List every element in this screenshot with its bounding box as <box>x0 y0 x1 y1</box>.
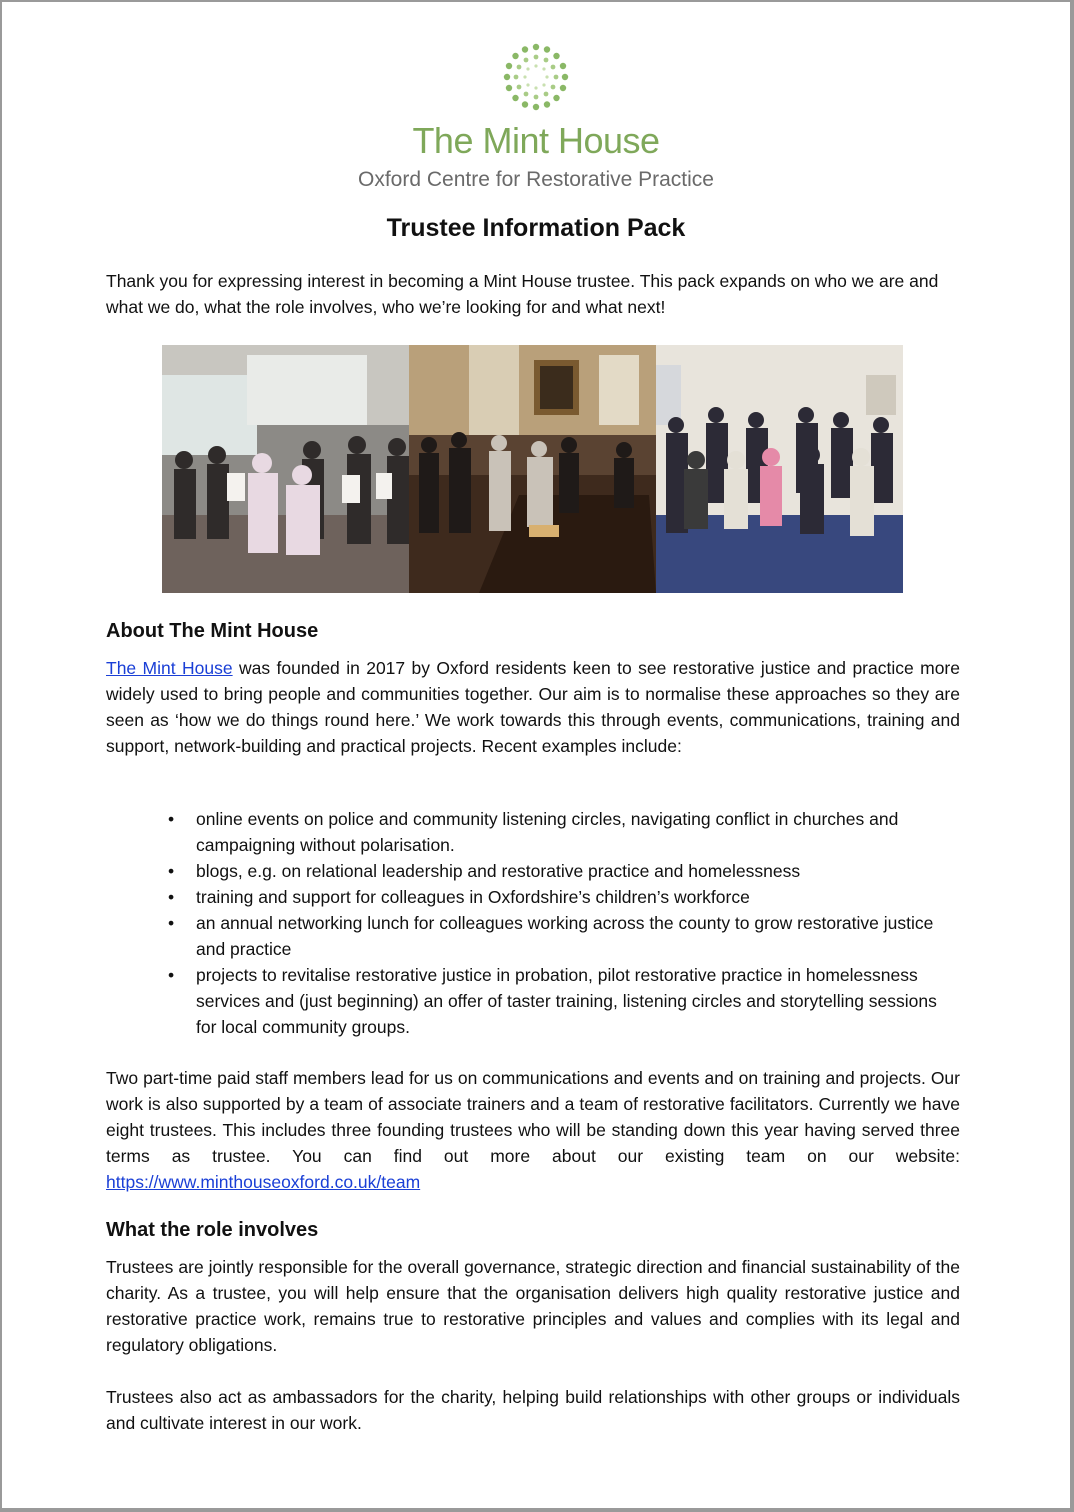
brand-subtitle: Oxford Centre for Restorative Practice <box>358 168 714 191</box>
networking-lunch-photo <box>409 345 656 593</box>
list-item: • blogs, e.g. on relational leadership and restorative practice and homelessness <box>106 858 960 884</box>
staff-paragraph <box>106 1065 960 1195</box>
intro-paragraph: Thank you for expressing interest in becoming a Mint House trustee. This pack expands on who we are and what we do, what the role involves, who we’re looking for and what next! <box>106 271 939 317</box>
bullet: • <box>168 913 175 933</box>
dotted-circle-logo-icon <box>501 42 571 112</box>
recent-examples-list <box>106 806 960 1040</box>
team-page-link[interactable]: https://www.minthouseoxford.co.uk/team <box>106 1172 421 1192</box>
role-paragraph-1: Trustees are jointly responsible for the overall governance, strategic direction and financial sustainability of the charity. As a trustee, you will help ensure that the organisation delivers high quality restorative justice and restorative practice work, remains true to restorative principles and values and complies with its legal and regulatory obligations. <box>106 1257 960 1355</box>
bullet: • <box>168 809 175 829</box>
about-paragraph-text: was founded in 2017 by Oxford residents keen to see restorative justice and practice more widely used to bring people and communities together. Our aim is to normalise these approaches so they are seen as ‘how we do things round here.’ We work towards this through events, communications, training and support, network-building and practical projects. Recent examples include: <box>106 658 960 756</box>
role-heading: What the role involves <box>106 1219 319 1241</box>
photo-strip <box>162 345 903 593</box>
bullet: • <box>168 965 175 985</box>
list-item: • training and support for colleagues in Oxfordshire’s children’s workforce <box>106 884 960 910</box>
brand-name: The Mint House <box>412 120 660 161</box>
staff-paragraph-text: Two part-time paid staff members lead for us on communications and events and on training and projects. Our work is also supported by a team of associate trainers and a team of restorative facilitators. Currently we have eight trustees. This includes three founding trustees who will be standing down this year having served three terms as trustee. You can find out more about our existing team on our website: <box>106 1068 960 1166</box>
bullet: • <box>168 861 175 881</box>
training-group-photo <box>162 345 409 593</box>
role-paragraph-2: Trustees also act as ambassadors for the charity, helping build relationships with other groups or individuals and cultivate interest in our work. <box>106 1387 960 1433</box>
about-heading: About The Mint House <box>106 620 319 642</box>
mint-house-link[interactable]: The Mint House <box>106 658 233 678</box>
list-item: • online events on police and community listening circles, navigating conflict in churches and campaigning without polarisation. <box>106 806 960 858</box>
about-paragraph <box>106 655 960 759</box>
team-group-photo <box>656 345 903 593</box>
list-item: • projects to revitalise restorative justice in probation, pilot restorative practice in homelessness services and (just beginning) an offer of taster training, listening circles and storytelling sessions for local community groups. <box>106 962 960 1040</box>
logo <box>2 42 1070 112</box>
document-title: Trustee Information Pack <box>386 214 686 242</box>
bullet: • <box>168 887 175 907</box>
list-item: • an annual networking lunch for colleagues working across the county to grow restorative justice and practice <box>106 910 960 962</box>
document-page <box>2 2 1070 1508</box>
